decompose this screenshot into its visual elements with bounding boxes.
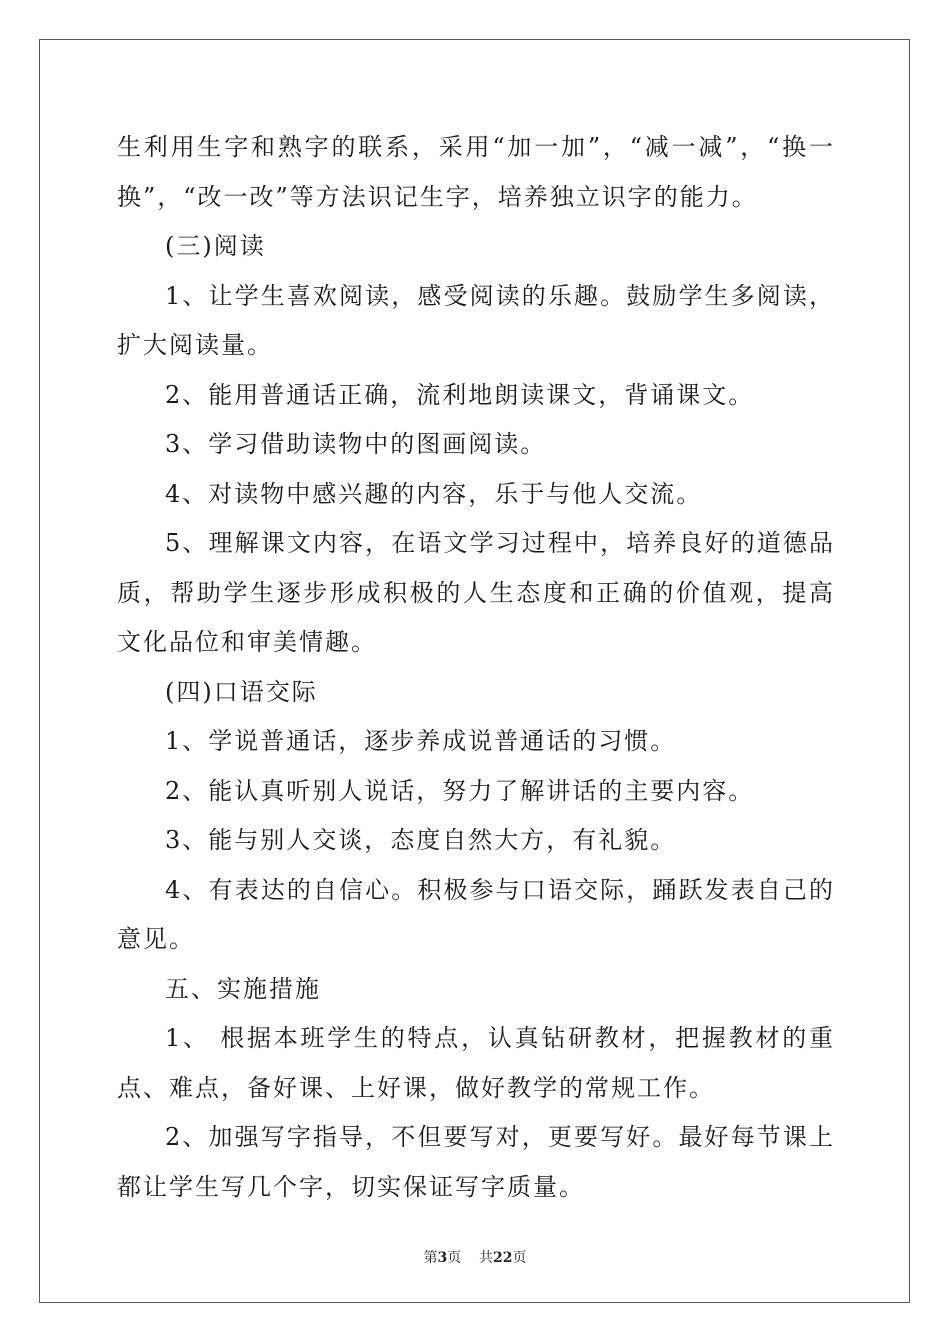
section-heading-measures: 五、实施措施 — [165, 974, 321, 1003]
footer-page-suffix: 页 — [447, 1250, 462, 1266]
paragraph: 5、理解课文内容，在语文学习过程中，培养良好的道德品质，帮助学生逐步形成积极的人生态度和正确的价值观，提高文化品位和审美情趣。 — [117, 529, 835, 656]
footer-total-suffix: 页 — [512, 1250, 527, 1266]
footer-page-number: 3 — [437, 1250, 448, 1266]
paragraph: 4、有表达的自信心。积极参与口语交际，踊跃发表自己的意见。 — [117, 875, 835, 953]
paragraph: 3、能与别人交谈，态度自然大方，有礼貌。 — [165, 826, 677, 854]
paragraph: 1、让学生喜欢阅读，感受阅读的乐趣。鼓励学生多阅读，扩大阅读量。 — [117, 281, 835, 359]
paragraph: 3、学习借助读物中的图画阅读。 — [165, 430, 547, 458]
footer-total-prefix: 共 — [479, 1250, 494, 1266]
paragraph: 1、学说普通话，逐步养成说普通话的习惯。 — [165, 727, 677, 755]
paragraph: 2、加强写字指导，不但要写对，更要写好。最好每节课上都让学生写几个字，切实保证写字质量。 — [117, 1123, 835, 1201]
paragraph: 1、 根据本班学生的特点，认真钻研教材，把握教材的重点、难点，备好课、上好课，做好教学的常规工作。 — [117, 1024, 835, 1102]
page-footer — [0, 1247, 950, 1267]
footer-total-pages: 22 — [493, 1250, 513, 1266]
footer-page-prefix: 第 — [423, 1250, 438, 1266]
section-heading-oral: (四)口语交际 — [165, 677, 318, 706]
paragraph: 2、能用普通话正确，流利地朗读课文，背诵课文。 — [165, 380, 755, 409]
paragraph: 4、对读物中感兴趣的内容，乐于与他人交流。 — [165, 479, 703, 508]
section-heading-reading: (三)阅读 — [165, 232, 266, 260]
paragraph: 生利用生字和熟字的联系，采用“加一加”，“减一减”，“换一换”，“改一改”等方法识记生字，培养独立识字的能力。 — [117, 133, 835, 211]
body-text — [117, 123, 835, 1212]
paragraph: 2、能认真听别人说话，努力了解讲话的主要内容。 — [165, 776, 755, 805]
